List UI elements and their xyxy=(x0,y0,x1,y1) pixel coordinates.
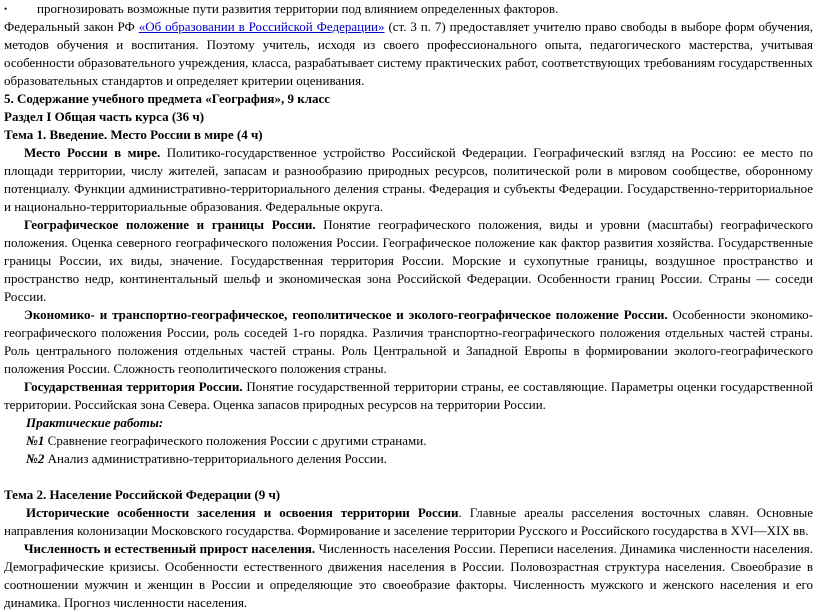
practical-item-text: Сравнение географического положения России с другими странами. xyxy=(44,433,427,448)
practical-title xyxy=(4,414,813,432)
heading-topic-2: Тема 2. Население Российской Федерации (9 ч) xyxy=(4,487,281,502)
heading-topic-1: Тема 1. Введение. Место России в мире (4 ч) xyxy=(4,127,263,142)
practical-item xyxy=(4,450,813,468)
paragraph-lead: Государственная территория России. xyxy=(24,379,243,394)
paragraph-lead: Экономико- и транспортно-географическое, геополитическое и эколого-географическое положение России. xyxy=(24,307,668,322)
paragraph-lead: Численность и естественный прирост населения. xyxy=(24,541,316,556)
paragraph-economic-position xyxy=(4,306,813,378)
practical-item-number: №1 xyxy=(26,433,45,448)
paragraph-history xyxy=(4,504,813,540)
paragraph-geo-position xyxy=(4,216,813,306)
bullet-icon: • xyxy=(4,4,8,14)
paragraph-lead: Место России в мире. xyxy=(24,145,161,160)
practical-item-text: Анализ административно-территориального деления России. xyxy=(44,451,387,466)
spacer xyxy=(4,468,813,486)
paragraph-body: Особенности экономико-географического положения России, роль соседей 1-го порядка. Различия транспортно-географического положения отдельных частей страны. Роль центрального положения отдельных частей страны. Роль Центральной и Западной Европы в формировании эколого-географического положения России. Сложность геополитического положения страны. xyxy=(4,307,813,376)
paragraph-body: Численность населения России. Переписи населения. Динамика численности населения. Демографические кризисы. Особенности естественного движения населения в России. Половозрастная структура населения. Своеобразие в соотношении мужчин и женщин в России и определяющие это своеобразие факторы. Численность мужского и женского населения и его динамика. Прогноз численности населения. xyxy=(4,541,814,610)
paragraph-body: Понятие государственной территории страны, ее составляющие. Параметры оценки государственной территории. Российская зона Севера. Оценка запасов природных ресурсов на территории России. xyxy=(4,379,813,412)
law-prefix: Федеральный закон РФ xyxy=(4,19,139,34)
practical-title-text: Практические работы: xyxy=(26,415,164,430)
practical-item xyxy=(4,432,813,450)
heading-section: Раздел I Общая часть курса (36 ч) xyxy=(4,109,205,124)
law-suffix: (ст. 3 п. 7) предоставляет учителю право свободы в выборе форм обучения, методов обучения и воспитания. Поэтому учитель, исходя из своего профессионального опыта, педагогического мастерства, учитывая особенности образовательного учреждения, класса, разрабатывает систему практических работ, соответствующих требованиям государственных образовательных стандартов и определяет критерии оценивания. xyxy=(4,19,814,88)
paragraph-state-territory xyxy=(4,378,813,414)
bullet-item xyxy=(4,0,813,18)
bullet-text: прогнозировать возможные пути развития территории под влиянием определенных факторов. xyxy=(37,1,559,16)
paragraph-lead: Исторические особенности заселения и освоения территории России xyxy=(26,505,459,520)
paragraph-body: Понятие географического положения, виды и уровни (масштабы) географического положения. Оценка северного географического положения России. Географическое положение как фактор развития хозяйства. Государственные границы России, их виды, значение. Государственная территория России. Морские и сухопутные границы, воздушное пространство и пространство недр, континентальный шельф и экономическая зона Российской Федерации. Особенности границ России. Страны — соседи России. xyxy=(4,217,814,304)
paragraph-body: . Главные ареалы расселения восточных славян. Основные направления колонизации Московского государства. Формирование и заселение территории Русского и Российского государства в XVI—XIX вв. xyxy=(4,505,813,538)
paragraph-lead: Географическое положение и границы России. xyxy=(24,217,316,232)
law-link[interactable]: «Об образовании в Российской Федерации» xyxy=(138,19,385,34)
law-paragraph xyxy=(4,18,813,90)
paragraph-body: Политико-государственное устройство Российской Федерации. Географический взгляд на Россию: ее место по площади территории, числу жителей, запасам и разнообразию природных ресурсов, политической роли в мировом сообществе, оборонному потенциалу. Функции административно-территориального деления страны. Федерация и субъекты Федерации. Государственно-территориальное и национально-территориальные образования. Федеральные округа. xyxy=(4,145,814,214)
heading-content: 5. Содержание учебного предмета «География», 9 класс xyxy=(4,91,331,106)
paragraph-population xyxy=(4,540,813,612)
paragraph-place-of-russia xyxy=(4,144,813,216)
practical-item-number: №2 xyxy=(26,451,45,466)
